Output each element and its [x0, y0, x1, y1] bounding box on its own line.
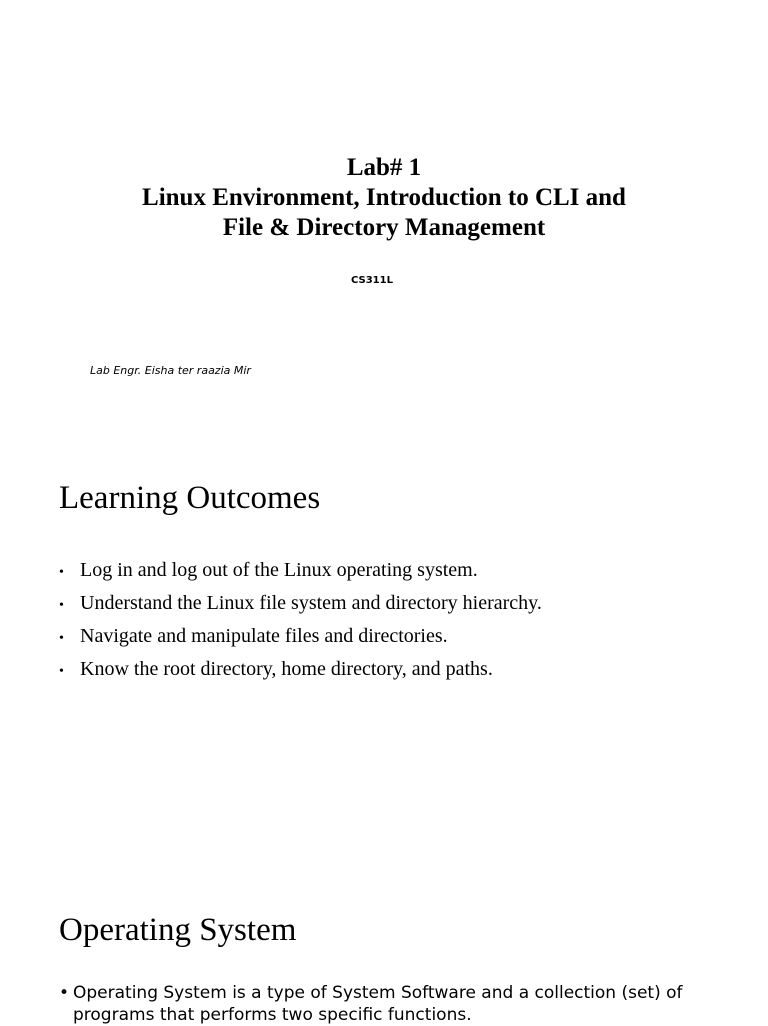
list-item: [59, 588, 542, 621]
learning-outcomes-list: [59, 555, 542, 687]
list-item-text: Navigate and manipulate files and directories.: [80, 625, 448, 647]
operating-system-text: Operating System is a type of System Software and a collection (set) of programs that performs two specific functions.: [73, 983, 683, 1025]
author-name: Lab Engr. Eisha ter raazia Mir: [90, 364, 251, 377]
bullet-icon: •: [59, 565, 64, 580]
bullet-icon: •: [59, 598, 64, 613]
bullet-icon: •: [59, 664, 64, 679]
course-code: CS311L: [351, 275, 393, 286]
list-item-text: Log in and log out of the Linux operating system.: [80, 559, 478, 581]
title-line-3: File & Directory Management: [222, 214, 546, 241]
list-item: [59, 654, 542, 687]
bullet-icon: •: [59, 983, 70, 1003]
bullet-icon: •: [59, 631, 64, 646]
document-title: [0, 153, 768, 243]
learning-outcomes-heading: Learning Outcomes: [59, 480, 321, 516]
title-line-2: Linux Environment, Introduction to CLI and: [142, 184, 626, 211]
title-lab-number: Lab# 1: [346, 154, 422, 181]
operating-system-paragraph: [59, 982, 709, 1026]
list-item-text: Understand the Linux file system and directory hierarchy.: [80, 592, 542, 614]
list-item-text: Know the root directory, home directory, and paths.: [80, 658, 493, 680]
operating-system-heading: Operating System: [59, 912, 297, 948]
list-item: [59, 621, 542, 654]
list-item: [59, 555, 542, 588]
